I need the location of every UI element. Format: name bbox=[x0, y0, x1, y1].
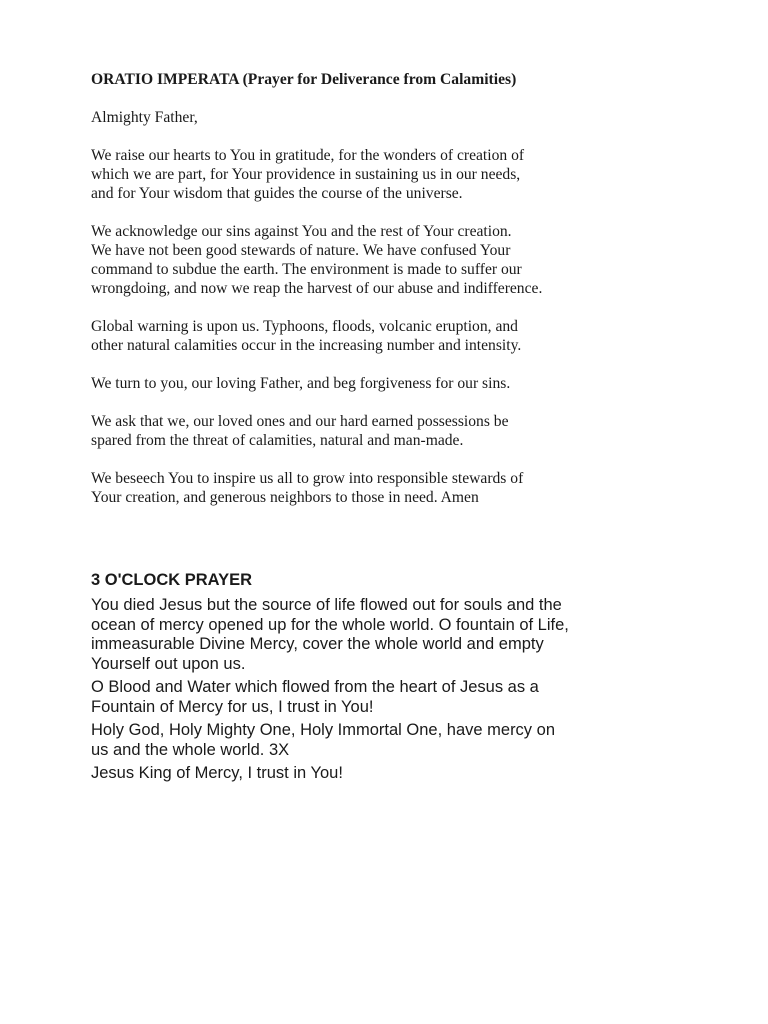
three-oclock-prayer-title: 3 O'CLOCK PRAYER bbox=[91, 571, 253, 589]
three-oclock-prayer-section bbox=[91, 568, 691, 788]
oratio-paragraph-gratitude: We raise our hearts to You in gratitude, for the wonders of creation of which we are part, for Your providence in sustaining us in our needs, and for Your wisdom that guides the course of the universe. bbox=[91, 147, 525, 202]
oratio-paragraph-protection: We ask that we, our loved ones and our hard earned possessions be spared from the threat of calamities, natural and man-made. bbox=[91, 413, 509, 449]
three-oclock-paragraph-1: You died Jesus but the source of life flowed out for souls and the ocean of mercy opened up for the whole world. O fountain of Life, immeasurable Divine Mercy, cover the whole world and empty Yourself out upon us. bbox=[91, 596, 569, 673]
oratio-paragraph-calamities: Global warning is upon us. Typhoons, floods, volcanic eruption, and other natural calamities occur in the increasing number and intensity. bbox=[91, 318, 522, 354]
oratio-paragraph-acknowledgement: We acknowledge our sins against You and the rest of Your creation. We have not been good stewards of nature. We have confused Your command to subdue the earth. The environment is made to suffer our wrongdoing, and now we reap the harvest of our abuse and indifference. bbox=[91, 223, 543, 297]
three-oclock-paragraph-2: O Blood and Water which flowed from the heart of Jesus as a Fountain of Mercy for us, I trust in You! bbox=[91, 678, 539, 716]
oratio-imperata-section bbox=[91, 70, 691, 526]
three-oclock-paragraph-4: Jesus King of Mercy, I trust in You! bbox=[91, 764, 343, 782]
oratio-paragraph-closing: We beseech You to inspire us all to grow into responsible stewards of Your creation, and generous neighbors to those in need. Amen bbox=[91, 470, 524, 506]
oratio-paragraph-forgiveness: We turn to you, our loving Father, and beg forgiveness for our sins. bbox=[91, 375, 511, 392]
three-oclock-paragraph-3: Holy God, Holy Mighty One, Holy Immortal One, have mercy on us and the whole world. 3X bbox=[91, 721, 555, 759]
oratio-imperata-title: ORATIO IMPERATA (Prayer for Deliverance from Calamities) bbox=[91, 71, 517, 88]
oratio-paragraph-salutation: Almighty Father, bbox=[91, 109, 198, 126]
